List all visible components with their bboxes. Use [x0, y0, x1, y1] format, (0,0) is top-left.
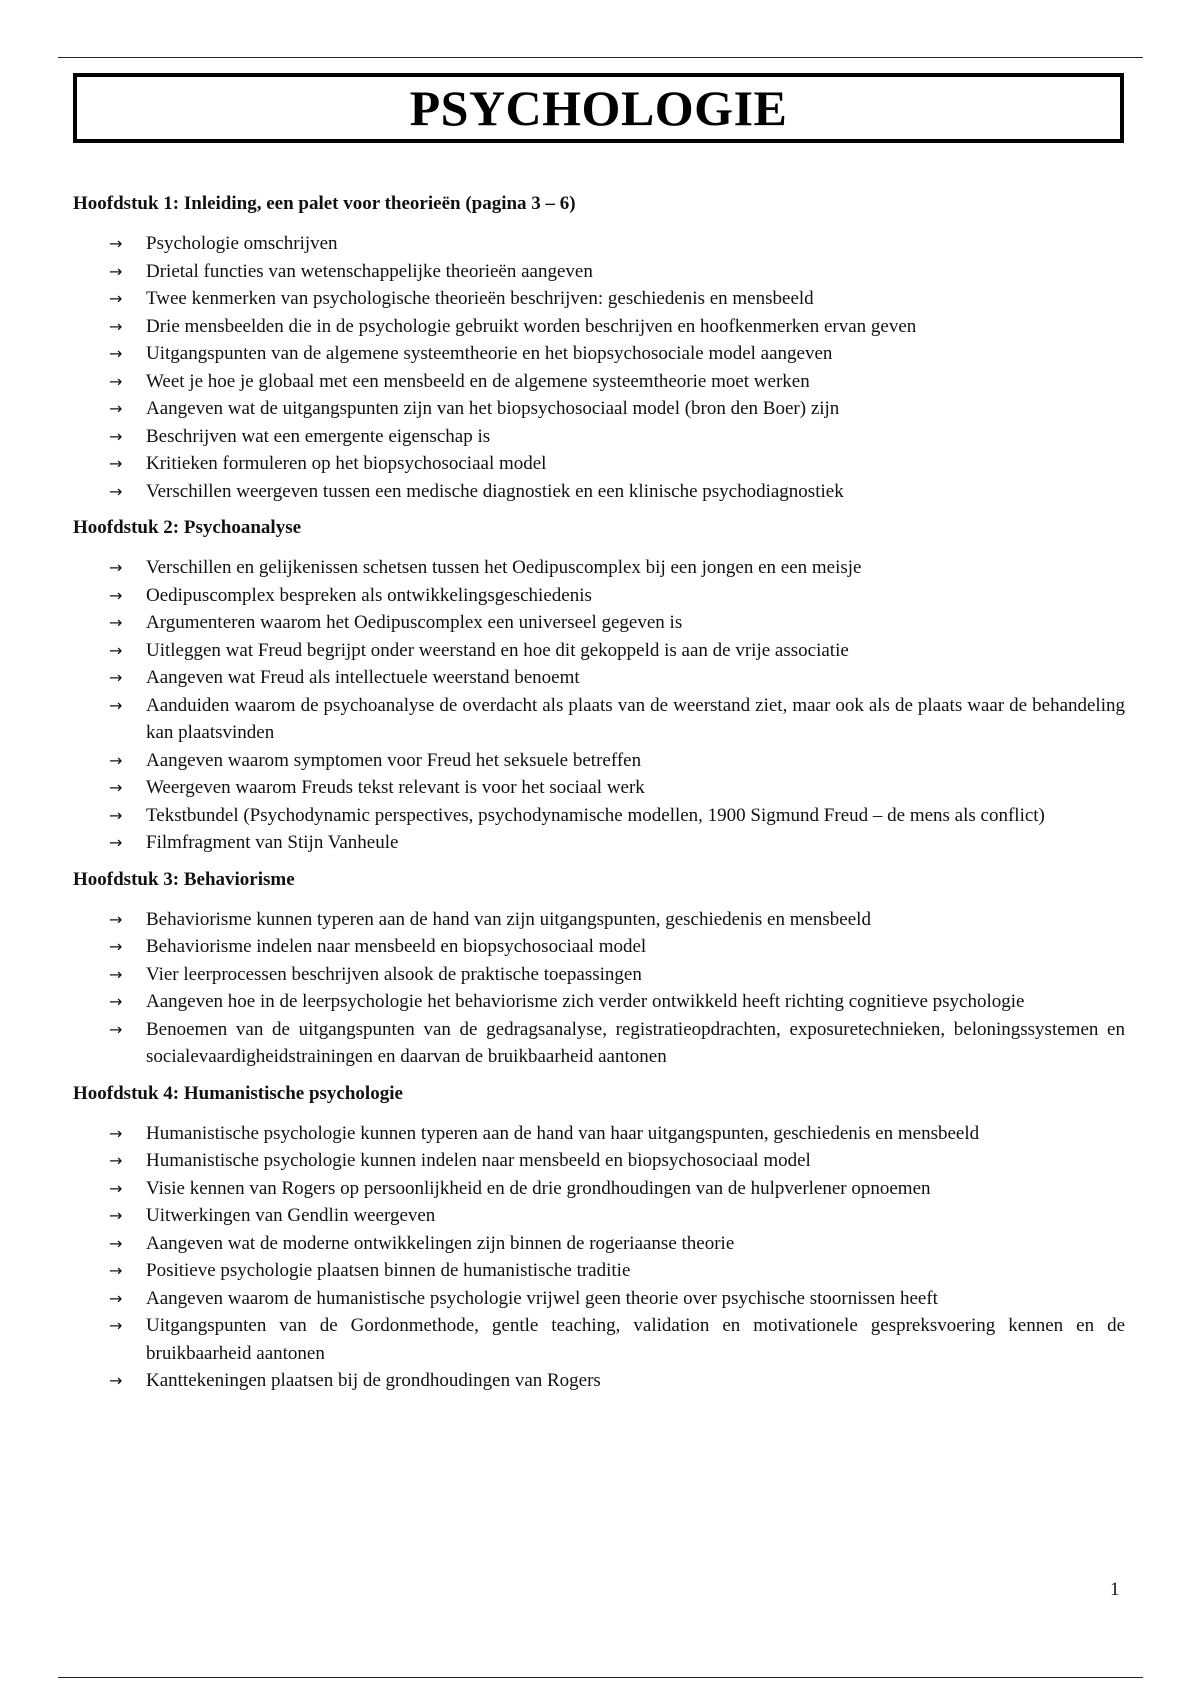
arrow-right-icon: →	[109, 1178, 123, 1198]
arrow-right-icon: →	[109, 1233, 123, 1253]
arrow-right-icon: →	[109, 1371, 123, 1390]
list-item-text: Twee kenmerken van psychologische theorieën beschrijven: geschiedenis en mensbeeld	[146, 288, 814, 309]
arrow-right-icon: →	[109, 481, 123, 501]
list-item	[73, 313, 1125, 341]
list-item-text: Uitleggen wat Freud begrijpt onder weerstand en hoe dit gekoppeld is aan de vrije associatie	[146, 639, 849, 661]
arrow-right-icon: →	[109, 1206, 123, 1225]
list-item-text: Aanduiden waarom de psychoanalyse de overdacht als plaats van de weerstand ziet, maar ook als de plaats waar de behandeling kan plaatsvinden	[146, 694, 1125, 743]
list-item	[73, 368, 1125, 396]
arrow-right-icon: →	[109, 234, 123, 253]
list-item-text: Filmfragment van Stijn Vanheule	[146, 832, 399, 853]
list-item	[73, 692, 1125, 747]
list-item	[73, 637, 1125, 665]
list-item	[73, 450, 1125, 478]
arrow-right-icon: →	[109, 937, 123, 956]
objective-list	[73, 554, 1125, 857]
chapter-section	[73, 516, 1125, 857]
list-item	[73, 829, 1125, 857]
objective-list	[73, 230, 1125, 505]
arrow-right-icon: →	[109, 1288, 123, 1308]
list-item	[73, 340, 1125, 368]
arrow-right-icon: →	[109, 778, 123, 797]
arrow-right-icon: →	[109, 1123, 123, 1143]
chapter-section	[73, 868, 1125, 1071]
list-item-text: Verschillen en gelijkenissen schetsen tussen het Oedipuscomplex bij een jongen en een meisje	[146, 557, 862, 578]
list-item	[73, 774, 1125, 802]
chapter-section	[73, 1082, 1125, 1395]
list-item	[73, 1367, 1125, 1395]
list-item-text: Weet je hoe je globaal met een mensbeeld en de algemene systeemtheorie moet werken	[146, 370, 810, 392]
list-item-text: Aangeven hoe in de leerpsychologie het behaviorisme zich verder ontwikkeld heeft richting cognitieve psychologie	[146, 991, 1025, 1012]
chapter-heading: Hoofdstuk 1: Inleiding, een palet voor theorieën (pagina 3 – 6)	[73, 193, 576, 214]
list-item-text: Behaviorisme indelen naar mensbeeld en biopsychosociaal model	[146, 936, 647, 957]
list-item	[73, 906, 1125, 934]
chapter-heading: Hoofdstuk 3: Behaviorisme	[73, 868, 295, 890]
arrow-right-icon: →	[109, 668, 123, 687]
list-item	[73, 1016, 1125, 1071]
arrow-right-icon: →	[109, 613, 123, 632]
arrow-right-icon: →	[109, 1316, 123, 1335]
list-item-text: Aangeven waarom symptomen voor Freud het seksuele betreffen	[146, 749, 642, 771]
arrow-right-icon: →	[109, 992, 123, 1011]
list-item-text: Humanistische psychologie kunnen indelen naar mensbeeld en biopsychosociaal model	[146, 1150, 811, 1171]
list-item-text: Oedipuscomplex bespreken als ontwikkelingsgeschiedenis	[146, 584, 592, 606]
list-item-text: Benoemen van de uitgangspunten van de gedragsanalyse, registratieopdrachten, exposuretechnieken, beloningssystemen en socialevaardigheidstrainingen en daarvan de bruikbaarheid aantonen	[146, 1018, 1125, 1067]
list-item	[73, 1202, 1125, 1230]
list-item-text: Verschillen weergeven tussen een medische diagnostiek en een klinische psychodiagnostiek	[146, 480, 844, 502]
arrow-right-icon: →	[109, 909, 123, 929]
arrow-right-icon: →	[109, 695, 123, 715]
list-item	[73, 554, 1125, 582]
list-item-text: Tekstbundel (Psychodynamic perspectives, psychodynamische modellen, 1900 Sigmund Freud – de mens als conflict)	[146, 804, 1045, 826]
chapter-heading: Hoofdstuk 2: Psychoanalyse	[73, 517, 302, 538]
arrow-right-icon: →	[109, 289, 123, 308]
top-rule	[58, 57, 1143, 58]
list-item	[73, 1285, 1125, 1313]
list-item-text: Humanistische psychologie kunnen typeren aan de hand van haar uitgangspunten, geschiedenis en mensbeeld	[146, 1122, 980, 1144]
list-item-text: Uitgangspunten van de algemene systeemtheorie en het biopsychosociale model aangeven	[146, 343, 833, 364]
objective-list	[73, 906, 1125, 1071]
arrow-right-icon: →	[109, 261, 123, 281]
document-title: PSYCHOLOGIE	[409, 80, 788, 136]
list-item	[73, 1147, 1125, 1175]
arrow-right-icon: →	[109, 750, 123, 770]
list-item	[73, 988, 1125, 1016]
list-item	[73, 609, 1125, 637]
arrow-right-icon: →	[109, 805, 123, 825]
list-item	[73, 423, 1125, 451]
list-item	[73, 933, 1125, 961]
arrow-right-icon: →	[109, 454, 123, 473]
list-item	[73, 258, 1125, 286]
page-number: 1	[1110, 1579, 1120, 1600]
list-item	[73, 664, 1125, 692]
list-item-text: Vier leerprocessen beschrijven alsook de praktische toepassingen	[146, 963, 642, 985]
arrow-right-icon: →	[109, 316, 123, 336]
arrow-right-icon: →	[109, 426, 123, 446]
list-item	[73, 1312, 1125, 1367]
chapter-section	[73, 192, 1125, 505]
list-item	[73, 1175, 1125, 1203]
list-item-text: Positieve psychologie plaatsen binnen de humanistische traditie	[146, 1260, 631, 1281]
list-item-text: Behaviorisme kunnen typeren aan de hand van zijn uitgangspunten, geschiedenis en mensbeeld	[146, 908, 871, 930]
list-item	[73, 1257, 1125, 1285]
arrow-right-icon: →	[109, 585, 123, 605]
list-item-text: Beschrijven wat een emergente eigenschap is	[146, 425, 491, 447]
list-item-text: Kanttekeningen plaatsen bij de grondhoudingen van Rogers	[146, 1370, 601, 1391]
arrow-right-icon: →	[109, 640, 123, 660]
list-item-text: Aangeven wat de moderne ontwikkelingen zijn binnen de rogeriaanse theorie	[146, 1232, 735, 1254]
list-item	[73, 1230, 1125, 1258]
title-box	[73, 73, 1124, 143]
list-item-text: Psychologie omschrijven	[146, 233, 338, 254]
arrow-right-icon: →	[109, 964, 123, 984]
list-item	[73, 478, 1125, 506]
list-item-text: Uitgangspunten van de Gordonmethode, gentle teaching, validation en motivationele gespreksvoering kennen en de bruikbaarheid aantonen	[146, 1315, 1125, 1364]
arrow-right-icon: →	[109, 371, 123, 391]
arrow-right-icon: →	[109, 1261, 123, 1280]
list-item-text: Aangeven waarom de humanistische psychologie vrijwel geen theorie over psychische stoornissen heeft	[146, 1287, 938, 1309]
list-item-text: Aangeven wat Freud als intellectuele weerstand benoemt	[146, 667, 580, 688]
list-item-text: Weergeven waarom Freuds tekst relevant is voor het sociaal werk	[146, 777, 645, 798]
list-item	[73, 961, 1125, 989]
list-item-text: Drie mensbeelden die in de psychologie gebruikt worden beschrijven en hoofkenmerken ervan geven	[146, 315, 917, 337]
chapter-heading: Hoofdstuk 4: Humanistische psychologie	[73, 1082, 403, 1104]
list-item	[73, 285, 1125, 313]
list-item-text: Kritieken formuleren op het biopsychosociaal model	[146, 453, 547, 474]
list-item	[73, 802, 1125, 830]
arrow-right-icon: →	[109, 558, 123, 577]
bottom-rule	[58, 1677, 1143, 1678]
objective-list	[73, 1120, 1125, 1395]
list-item-text: Argumenteren waarom het Oedipuscomplex een universeel gegeven is	[146, 612, 683, 633]
arrow-right-icon: →	[109, 344, 123, 363]
arrow-right-icon: →	[109, 833, 123, 852]
arrow-right-icon: →	[109, 1151, 123, 1170]
chapter-list	[73, 192, 1125, 1406]
list-item-text: Aangeven wat de uitgangspunten zijn van het biopsychosociaal model (bron den Boer) zijn	[146, 398, 840, 419]
list-item	[73, 747, 1125, 775]
list-item	[73, 395, 1125, 423]
list-item-text: Uitwerkingen van Gendlin weergeven	[146, 1205, 436, 1226]
list-item	[73, 230, 1125, 258]
list-item-text: Drietal functies van wetenschappelijke theorieën aangeven	[146, 260, 593, 282]
list-item	[73, 1120, 1125, 1148]
list-item	[73, 582, 1125, 610]
arrow-right-icon: →	[109, 399, 123, 418]
arrow-right-icon: →	[109, 1019, 123, 1039]
list-item-text: Visie kennen van Rogers op persoonlijkheid en de drie grondhoudingen van de hulpverlener opnoemen	[146, 1177, 931, 1199]
